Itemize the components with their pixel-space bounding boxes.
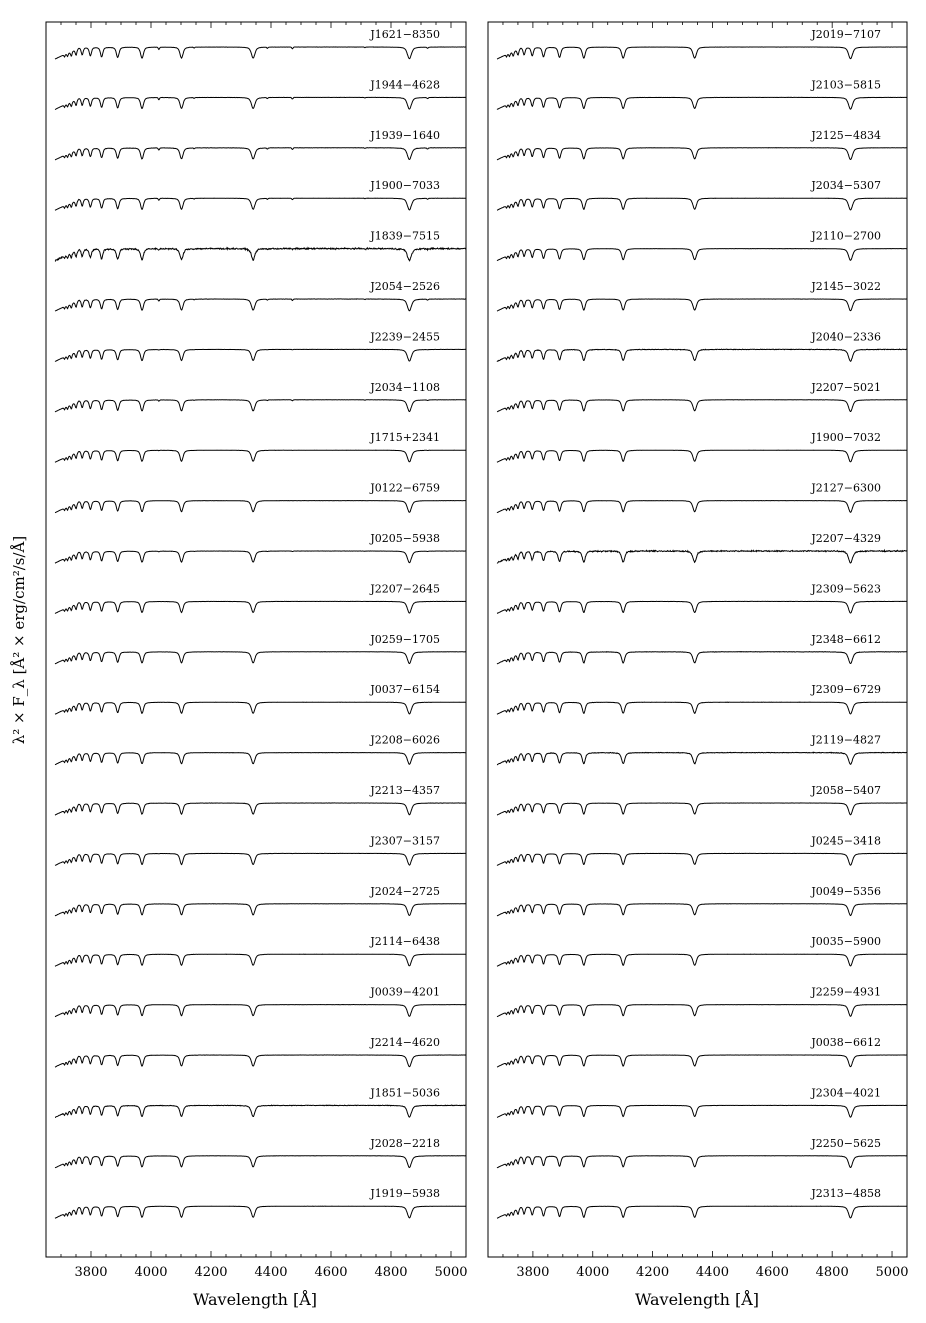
spectrum-label: J2304−4021 bbox=[811, 1086, 881, 1100]
spectrum-line bbox=[55, 904, 466, 916]
x-tick-label: 4800 bbox=[374, 1265, 408, 1280]
spectrum-line bbox=[55, 652, 466, 664]
x-tick-label: 4200 bbox=[636, 1265, 670, 1280]
spectrum-line bbox=[497, 904, 907, 916]
spectrum-label: J2028−2218 bbox=[370, 1136, 440, 1150]
spectrum-label: J0039−4201 bbox=[370, 985, 440, 999]
spectrum-label: J2214−4620 bbox=[370, 1036, 440, 1049]
spectrum-label: J0245−3418 bbox=[811, 834, 881, 848]
spectrum-label: J0037−6154 bbox=[370, 683, 440, 697]
spectrum-label: J1900−7033 bbox=[370, 179, 440, 193]
spectrum-line bbox=[55, 450, 466, 462]
x-tick-label: 3800 bbox=[74, 1265, 108, 1280]
spectrum-line bbox=[55, 702, 466, 714]
spectrum-label: J2145−3022 bbox=[811, 280, 881, 293]
spectrum-label: J2119−4827 bbox=[811, 733, 881, 747]
x-tick-label: 3800 bbox=[516, 1265, 550, 1280]
spectrum-line bbox=[497, 1206, 907, 1218]
spectrum-line bbox=[497, 400, 907, 412]
x-tick-label: 4800 bbox=[815, 1265, 849, 1280]
spectrum-label: J2259−4931 bbox=[811, 985, 881, 999]
spectrum-line bbox=[55, 551, 466, 563]
spectrum-line bbox=[55, 198, 466, 210]
spectrum-label: J2309−5623 bbox=[811, 582, 881, 596]
spectrum-label: J2127−6300 bbox=[811, 481, 881, 495]
spectrum-label: J2034−5307 bbox=[811, 179, 881, 193]
spectrum-line bbox=[497, 752, 907, 764]
spectrum-label: J1621−8350 bbox=[370, 28, 440, 41]
spectrum-label: J2110−2700 bbox=[811, 229, 881, 243]
spectrum-line bbox=[497, 550, 907, 563]
spectrum-line bbox=[497, 853, 907, 865]
spectrum-label: J2250−5625 bbox=[811, 1136, 881, 1150]
spectrum-label: J2207−2645 bbox=[370, 582, 440, 596]
spectrum-line bbox=[497, 47, 907, 59]
spectrum-label: J2239−2455 bbox=[370, 330, 440, 344]
spectrum-line bbox=[497, 198, 907, 210]
spectrum-label: J2040−2336 bbox=[811, 330, 881, 344]
spectrum-line bbox=[497, 249, 907, 261]
spectrum-line bbox=[497, 1055, 907, 1067]
x-tick-label: 5000 bbox=[434, 1265, 468, 1280]
x-tick-label: 4200 bbox=[194, 1265, 228, 1280]
spectrum-label: J0205−5938 bbox=[370, 532, 440, 545]
spectrum-line bbox=[55, 1105, 466, 1117]
spectrum-line bbox=[497, 954, 907, 966]
spectrum-line bbox=[497, 349, 907, 362]
spectrum-line bbox=[55, 1156, 466, 1168]
y-axis-label-container bbox=[6, 0, 32, 1323]
spectrum-line bbox=[497, 803, 907, 815]
spectrum-label: J1851−5036 bbox=[370, 1086, 440, 1100]
spectrum-line bbox=[497, 702, 907, 714]
spectrum-label: J0049−5356 bbox=[811, 884, 881, 898]
spectrum-line bbox=[55, 400, 466, 412]
spectrum-line bbox=[55, 601, 466, 613]
spectrum-line bbox=[497, 97, 907, 109]
spectrum-line bbox=[497, 148, 907, 160]
spectrum-line bbox=[55, 299, 466, 311]
spectrum-line bbox=[497, 1105, 907, 1117]
spectrum-label: J2348−6612 bbox=[811, 632, 881, 646]
x-axis-label-right: Wavelength [Å] bbox=[634, 1290, 760, 1309]
spectrum-label: J2213−4357 bbox=[370, 784, 440, 797]
x-tick-label: 4600 bbox=[755, 1265, 789, 1280]
spectrum-line bbox=[55, 753, 466, 765]
spectrum-label: J2019−7107 bbox=[811, 28, 881, 41]
spectrum-line bbox=[55, 47, 466, 59]
spectrum-line bbox=[55, 349, 466, 361]
x-tick-label: 4000 bbox=[134, 1265, 168, 1280]
spectrum-line bbox=[497, 299, 907, 311]
spectrum-line bbox=[497, 501, 907, 513]
spectrum-line bbox=[55, 1206, 466, 1218]
spectrum-label: J1944−4628 bbox=[370, 78, 440, 92]
spectrum-line bbox=[497, 652, 907, 664]
spectrum-label: J2054−2526 bbox=[370, 280, 440, 293]
x-tick-label: 4400 bbox=[254, 1265, 288, 1280]
spectrum-label: J2207−5021 bbox=[811, 380, 881, 394]
spectrum-label: J2208−6026 bbox=[370, 733, 440, 747]
spectrum-line bbox=[55, 954, 466, 966]
spectrum-line bbox=[55, 1005, 466, 1017]
x-tick-label: 5000 bbox=[875, 1265, 909, 1280]
spectrum-label: J2114−6438 bbox=[370, 935, 440, 949]
spectrum-label: J1939−1640 bbox=[370, 128, 440, 142]
spectrum-label: J2034−1108 bbox=[370, 380, 440, 394]
spectrum-label: J0122−6759 bbox=[370, 481, 440, 495]
spectrum-label: J1900−7032 bbox=[811, 431, 881, 445]
spectrum-label: J0259−1705 bbox=[370, 632, 440, 646]
spectrum-label: J2024−2725 bbox=[370, 884, 440, 898]
spectrum-label: J0035−5900 bbox=[811, 935, 881, 949]
spectrum-label: J1839−7515 bbox=[370, 229, 440, 243]
spectrum-label: J2058−5407 bbox=[811, 784, 881, 797]
spectrum-label: J2307−3157 bbox=[370, 834, 440, 848]
spectrum-line bbox=[55, 803, 466, 815]
x-tick-label: 4400 bbox=[695, 1265, 730, 1280]
spectrum-label: J1919−5938 bbox=[370, 1187, 440, 1201]
x-axis-label-left: Wavelength [Å] bbox=[192, 1290, 318, 1309]
spectrum-line bbox=[497, 1156, 907, 1168]
spectrum-line bbox=[55, 853, 466, 865]
spectrum-line bbox=[497, 450, 907, 462]
spectrum-line bbox=[55, 248, 466, 261]
spectrum-line bbox=[55, 97, 466, 109]
x-tick-label: 4000 bbox=[576, 1265, 610, 1280]
spectrum-label: J0038−6612 bbox=[811, 1036, 881, 1049]
spectrum-line bbox=[497, 601, 907, 613]
spectrum-label: J2103−5815 bbox=[811, 78, 881, 92]
spectrum-line bbox=[55, 1055, 466, 1067]
spectrum-line bbox=[55, 501, 466, 513]
spectrum-label: J2207−4329 bbox=[811, 532, 881, 545]
spectrum-label: J2125−4834 bbox=[811, 128, 881, 142]
spectrum-line bbox=[497, 1005, 907, 1017]
spectrum-label: J2309−6729 bbox=[811, 683, 881, 697]
spectrum-label: J2313−4858 bbox=[811, 1187, 881, 1201]
y-axis-label: λ² × F_λ [Å² × erg/cm²/s/Å] bbox=[10, 535, 28, 745]
x-tick-label: 4600 bbox=[314, 1265, 348, 1280]
spectrum-label: J1715+2341 bbox=[370, 431, 440, 445]
spectrum-line bbox=[55, 148, 466, 160]
